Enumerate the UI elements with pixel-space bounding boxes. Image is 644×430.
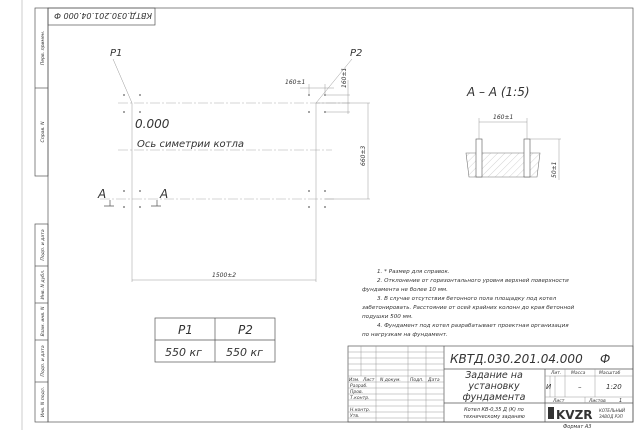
dim-width: 1500±2 <box>212 272 237 279</box>
note-line: по нагрузкам на фундамент. <box>362 332 448 338</box>
header-col: Изм. <box>349 378 360 383</box>
table-value-p1: 550 кг <box>165 346 202 359</box>
row-label: Утв. <box>350 414 360 419</box>
side-label: Инв. N подл. <box>41 386 46 418</box>
rotated-stamp-text: КВТД.030.201.04.000 Ф <box>54 11 152 20</box>
row-label: Пров. <box>350 390 364 395</box>
note-line: забетонировать. Расстояние от осей крайних колонн до края бетонной <box>362 305 575 311</box>
note-line: 2. Отклонение от горизонтального уровня верхней поверхности <box>377 278 569 284</box>
section-mark-right: A <box>160 187 169 201</box>
symmetry-axis-label: Ось симетрии котла <box>137 139 244 150</box>
row-label: Н.контр. <box>350 408 371 413</box>
note-line: 3. В случае отсутствия бетонного пола площадку под котел <box>377 296 557 302</box>
document-name: установку <box>468 381 520 392</box>
dim-bolt-vertical: 160±1 <box>341 67 348 88</box>
side-label: Взам. инв. N <box>41 306 46 337</box>
note-line: 1. * Размер для справок. <box>377 269 450 275</box>
load-p1-label: P1 <box>110 48 123 59</box>
header-col: N докум. <box>380 378 401 383</box>
side-label: Подп. и дата <box>41 229 46 261</box>
side-strip <box>35 8 48 422</box>
mass-value: – <box>578 383 582 391</box>
title-block <box>348 346 633 430</box>
header-col: Подп. <box>410 378 424 383</box>
side-label: Подп. и дата <box>41 345 46 377</box>
sheet-label: Лист <box>553 399 565 404</box>
side-label: Справ. N <box>41 121 46 143</box>
document-name: фундамента <box>462 392 526 403</box>
load-p2-label: P2 <box>350 48 363 59</box>
row-label: Разраб. <box>350 384 368 389</box>
table-header-p2: P2 <box>238 323 253 337</box>
notes <box>362 269 575 338</box>
sheets-value: 1 <box>619 398 623 404</box>
anchor-bolt <box>524 139 530 177</box>
scale-label: Масштаб <box>599 371 621 376</box>
anchor-bolt <box>476 139 482 177</box>
logo-text: KVZR <box>556 408 593 422</box>
document-code-suffix: Ф <box>600 352 611 366</box>
sheet-format: Формат А3 <box>563 424 592 430</box>
side-label: Инв. N дубл. <box>41 269 46 300</box>
section-dim-spacing: 160±1 <box>493 114 514 121</box>
document-name: Задание на <box>465 370 523 381</box>
lit-value: И <box>546 383 552 391</box>
header-col: Дата <box>428 378 440 383</box>
note-line: подушки 500 мм. <box>362 314 413 320</box>
row-label: Т.контр. <box>350 396 370 401</box>
company-name: ЗАВОД РЭП <box>599 414 623 419</box>
section-dim-height: 50±1 <box>551 161 558 178</box>
note-line: фундамента не более 10 мм. <box>362 287 448 293</box>
side-label: Перв. примен. <box>41 30 46 66</box>
description: Котел КВ-0,35 Д (К) по <box>464 407 524 413</box>
table-header-p1: P1 <box>178 323 193 337</box>
table-value-p2: 550 кг <box>226 346 263 359</box>
document-code: КВТД.030.201.04.000 <box>450 352 583 366</box>
company-name: КОТЕЛЬНЫЙ <box>599 408 625 413</box>
plan-view <box>97 48 370 282</box>
section-view <box>466 85 561 180</box>
scale-value: 1:20 <box>606 383 622 391</box>
loads-table <box>155 318 275 362</box>
note-line: 4. Фундамент под котел разрабатывает проектная организация <box>377 323 569 329</box>
mass-label: Масса <box>571 371 586 376</box>
header-col: Лист <box>363 378 375 383</box>
anchor-points <box>123 94 326 208</box>
sheets-label: Листов <box>589 399 606 404</box>
elevation-mark: 0.000 <box>135 117 170 131</box>
description: техническому заданию <box>463 414 525 420</box>
lit-label: Лит. <box>551 371 562 376</box>
section-title: A – A (1:5) <box>467 85 530 99</box>
rotated-stamp <box>48 8 155 25</box>
dim-depth: 660±3 <box>360 145 367 166</box>
dim-bolt-horizontal: 160±1 <box>285 79 306 86</box>
company-logo <box>548 407 625 422</box>
section-mark-left: A <box>98 187 107 201</box>
